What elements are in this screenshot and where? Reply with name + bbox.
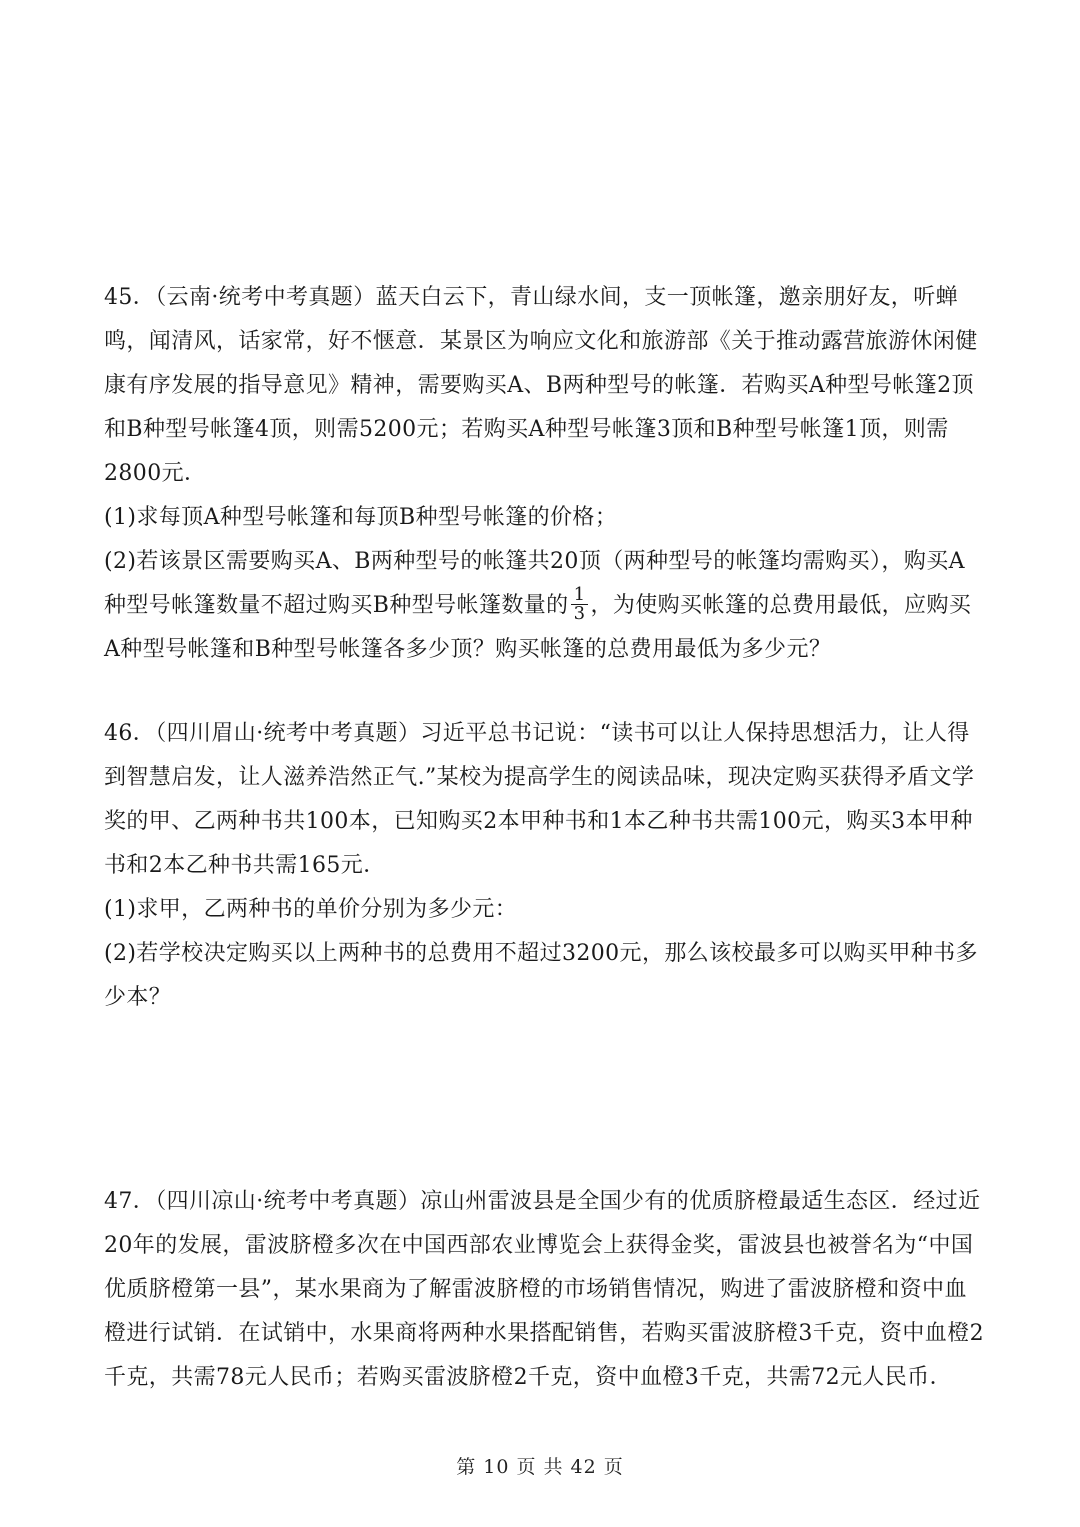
problem-46-part-2: (2)若学校决定购买以上两种书的总费用不超过3200元，那么该校最多可以购买甲种书多少本？ — [104, 941, 978, 1010]
problem-47 — [104, 1180, 984, 1400]
problem-45-part-2 — [104, 540, 984, 672]
problem-45-part-1: (1)求每顶A种型号帐篷和每顶B种型号帐篷的价格； — [104, 505, 618, 530]
problem-45-stem: 45．（云南·统考中考真题）蓝天白云下，青山绿水间，支一顶帐篷，邀亲朋好友，听蝉鸣，闻清风，话家常，好不惬意．某景区为响应文化和旅游部《关于推动露营旅游休闲健康有序发展的指导意见》精神，需要购买A、B两种型号的帐篷．若购买A种型号帐篷2顶和B种型号帐篷4顶，则需5200元；若购买A种型号帐篷3顶和B种型号帐篷1顶，则需2800元． — [104, 285, 978, 486]
fraction-denominator: 3 — [573, 602, 586, 624]
problem-45-part-2-text-before: (2)若该景区需要购买A、B两种型号的帐篷共20顶（两种型号的帐篷均需购买），购买A种型号帐篷数量不超过购买B种型号帐篷数量的 — [104, 549, 965, 618]
problem-47-stem: 47．（四川凉山·统考中考真题）凉山州雷波县是全国少有的优质脐橙最适生态区．经过近20年的发展，雷波脐橙多次在中国西部农业博览会上获得金奖，雷波县也被誉名为“中国优质脐橙第一县”，某水果商为了解雷波脐橙的市场销售情况，购进了雷波脐橙和资中血橙进行试销．在试销中，水果商将两种水果搭配销售，若购买雷波脐橙3千克，资中血橙2千克，共需78元人民币；若购买雷波脐橙2千克，资中血橙3千克，共需72元人民币． — [104, 1189, 984, 1390]
problem-45-part-2-text-after: ，为使购买帐篷的总费用最低，应购买A种型号帐篷和B种型号帐篷各多少顶？购买帐篷的总费用最低为多少元？ — [104, 593, 972, 662]
problem-46-stem: 46．（四川眉山·统考中考真题）习近平总书记说：“读书可以让人保持思想活力，让人得到智慧启发，让人滋养浩然正气.”某校为提高学生的阅读品味，现决定购买获得矛盾文学奖的甲、乙两种书共100本，已知购买2本甲种书和1本乙种书共需100元，购买3本甲种书和2本乙种书共需165元． — [104, 721, 975, 878]
fraction-numerator: 1 — [571, 586, 589, 605]
fraction-one-third — [571, 583, 589, 624]
problem-45 — [104, 276, 984, 672]
problem-46 — [104, 712, 984, 1020]
page-number-footer: 第 10 页 共 42 页 — [456, 1456, 624, 1478]
problem-46-part-1: (1)求甲，乙两种书的单价分别为多少元： — [104, 897, 518, 922]
